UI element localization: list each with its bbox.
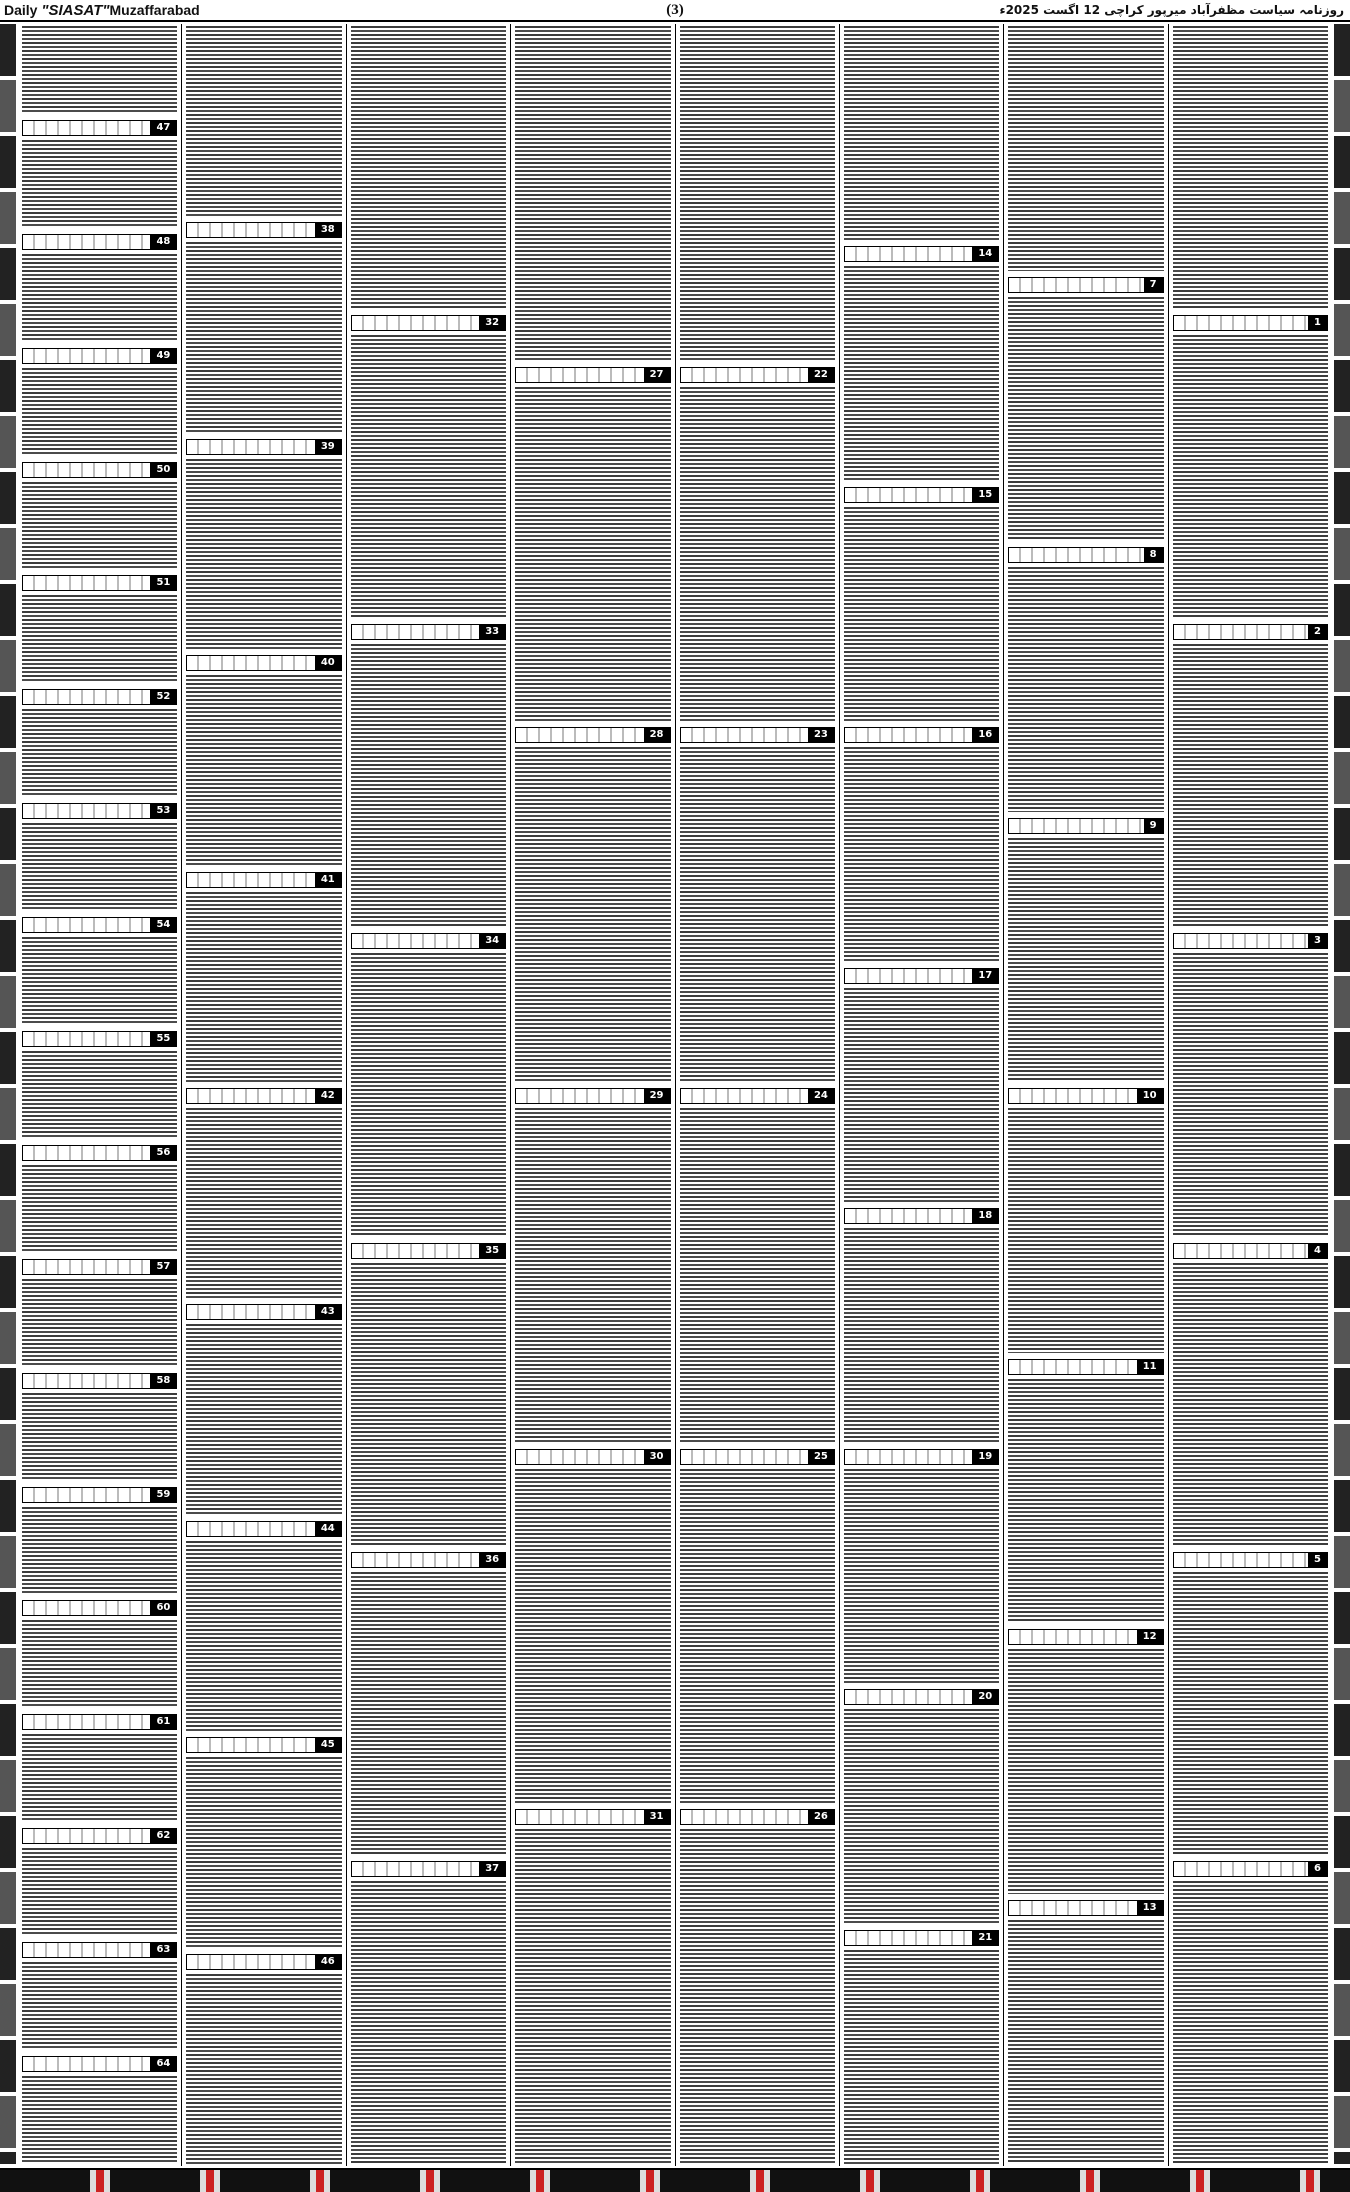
- article-text: [1008, 1920, 1163, 2165]
- article-text: [22, 1620, 177, 1708]
- article-text: [22, 482, 177, 570]
- bulletin-bar: [23, 1146, 150, 1160]
- bulletin-bar: [516, 1810, 643, 1824]
- city-label: Muzaffarabad: [109, 2, 200, 18]
- bulletin-bar: [352, 1553, 479, 1567]
- bulletin-number: 50: [150, 463, 176, 477]
- bulletin-number: 28: [644, 728, 670, 742]
- bulletin-header: [1008, 1629, 1163, 1645]
- bulletin-header: [22, 1828, 177, 1844]
- article-text: [186, 26, 341, 216]
- bulletin-number: 24: [808, 1089, 834, 1103]
- bulletin-number: 10: [1137, 1089, 1163, 1103]
- bulletin-header: [22, 462, 177, 478]
- article-text: [680, 26, 835, 361]
- bulletin-number: 4: [1308, 1244, 1327, 1258]
- bulletin-bar: [23, 1715, 150, 1729]
- article-text: [186, 242, 341, 432]
- article-text: [1173, 1572, 1328, 1855]
- bulletin-bar: [23, 235, 150, 249]
- bulletin-number: 39: [315, 440, 341, 454]
- bulletin-number: 33: [479, 625, 505, 639]
- bulletin-header: [22, 1942, 177, 1958]
- bulletin-header: [844, 1449, 999, 1465]
- page-number: (3): [666, 2, 684, 18]
- bulletin-number: 49: [150, 349, 176, 363]
- bulletin-header: [22, 1714, 177, 1730]
- article-text: [186, 1757, 341, 1947]
- article-text: [1173, 26, 1328, 309]
- bulletin-number: 32: [479, 316, 505, 330]
- bulletin-number: 41: [315, 873, 341, 887]
- bulletin-header: [186, 1737, 341, 1753]
- bulletin-bar: [516, 1450, 643, 1464]
- bulletin-number: 52: [150, 690, 176, 704]
- bulletin-bar: [1174, 625, 1308, 639]
- article-text: [22, 254, 177, 342]
- bulletin-bar: [1009, 1360, 1136, 1374]
- bulletin-bar: [1009, 1630, 1136, 1644]
- bulletin-number: 47: [150, 121, 176, 135]
- bulletin-number: 21: [972, 1931, 998, 1945]
- bulletin-number: 16: [972, 728, 998, 742]
- bulletin-number: 57: [150, 1260, 176, 1274]
- bulletin-header: [1008, 547, 1163, 563]
- bulletin-number: 44: [315, 1522, 341, 1536]
- article-text: [22, 140, 177, 228]
- article-text: [186, 1324, 341, 1514]
- article-text: [22, 1051, 177, 1139]
- bulletin-header: [515, 1088, 670, 1104]
- article-text: [1173, 1881, 1328, 2164]
- bulletin-bar: [845, 488, 972, 502]
- bulletin-bar: [1174, 934, 1308, 948]
- bulletin-bar: [187, 1522, 314, 1536]
- news-column: [1003, 24, 1167, 2166]
- news-column: [1168, 24, 1332, 2166]
- bulletin-bar: [187, 1955, 314, 1969]
- article-text: [1008, 1108, 1163, 1353]
- bulletin-header: [351, 1552, 506, 1568]
- bulletin-header: [515, 727, 670, 743]
- bulletin-number: 27: [644, 368, 670, 382]
- article-text: [1173, 1263, 1328, 1546]
- article-text: [22, 1279, 177, 1367]
- bulletin-header: [186, 1304, 341, 1320]
- article-text: [22, 1962, 177, 2050]
- paper-name: "SIASAT": [41, 2, 110, 19]
- bulletin-bar: [23, 1032, 150, 1046]
- bulletin-header: [1173, 624, 1328, 640]
- bulletin-header: [186, 872, 341, 888]
- bulletin-bar: [352, 1244, 479, 1258]
- article-text: [351, 1881, 506, 2164]
- bulletin-header: [1008, 818, 1163, 834]
- bulletin-number: 23: [808, 728, 834, 742]
- bulletin-bar: [845, 728, 972, 742]
- article-text: [351, 26, 506, 309]
- article-text: [186, 1974, 341, 2164]
- bulletin-number: 37: [479, 1862, 505, 1876]
- bulletin-number: 8: [1144, 548, 1163, 562]
- article-text: [844, 1709, 999, 1923]
- bulletin-number: 2: [1308, 625, 1327, 639]
- bulletin-bar: [187, 223, 314, 237]
- article-text: [515, 26, 670, 361]
- bulletin-bar: [352, 1862, 479, 1876]
- article-text: [351, 1263, 506, 1546]
- article-text: [844, 1228, 999, 1442]
- bulletin-number: 13: [1137, 1901, 1163, 1915]
- bulletin-header: [680, 367, 835, 383]
- article-text: [844, 1469, 999, 1683]
- bulletin-bar: [23, 1601, 150, 1615]
- bulletin-header: [1008, 1900, 1163, 1916]
- bulletin-bar: [352, 316, 479, 330]
- news-column: [181, 24, 345, 2166]
- bulletin-number: 30: [644, 1450, 670, 1464]
- bulletin-number: 31: [644, 1810, 670, 1824]
- article-text: [844, 266, 999, 480]
- bulletin-bar: [352, 625, 479, 639]
- bulletin-header: [22, 1145, 177, 1161]
- bulletin-bar: [1174, 1244, 1308, 1258]
- left-decorative-strip: [0, 24, 16, 2164]
- bulletin-bar: [23, 804, 150, 818]
- bulletin-header: [22, 234, 177, 250]
- bulletin-number: 11: [1137, 1360, 1163, 1374]
- article-text: [515, 387, 670, 722]
- bulletin-bar: [681, 728, 808, 742]
- bulletin-header: [1173, 1552, 1328, 1568]
- bulletin-number: 29: [644, 1089, 670, 1103]
- article-text: [844, 1950, 999, 2164]
- article-text: [22, 368, 177, 456]
- bulletin-bar: [23, 1374, 150, 1388]
- article-text: [22, 937, 177, 1025]
- article-text: [515, 1469, 670, 1804]
- bulletin-number: 48: [150, 235, 176, 249]
- bulletin-number: 12: [1137, 1630, 1163, 1644]
- article-text: [22, 1165, 177, 1253]
- article-text: [22, 26, 177, 114]
- bulletin-number: 22: [808, 368, 834, 382]
- bulletin-header: [680, 727, 835, 743]
- article-text: [1173, 644, 1328, 927]
- bulletin-header: [844, 487, 999, 503]
- article-text: [186, 459, 341, 649]
- bulletin-number: 5: [1308, 1553, 1327, 1567]
- news-column: [18, 24, 181, 2166]
- bulletin-header: [1173, 315, 1328, 331]
- article-text: [1008, 567, 1163, 812]
- article-text: [186, 892, 341, 1082]
- paper-title: [4, 2, 200, 19]
- bulletin-header: [22, 348, 177, 364]
- bulletin-number: 25: [808, 1450, 834, 1464]
- article-text: [22, 709, 177, 797]
- bulletin-header: [22, 1487, 177, 1503]
- bulletin-number: 60: [150, 1601, 176, 1615]
- article-text: [22, 1507, 177, 1595]
- bulletin-bar: [516, 368, 643, 382]
- bulletin-bar: [845, 1209, 972, 1223]
- bulletin-number: 42: [315, 1089, 341, 1103]
- article-text: [515, 747, 670, 1082]
- masthead: [0, 0, 1350, 22]
- urdu-dateline: روزنامہ سیاست مظفرآباد میرپور کراچی 12 اگست 2025ء: [999, 3, 1344, 17]
- bulletin-header: [1008, 1359, 1163, 1375]
- article-text: [1008, 26, 1163, 271]
- right-decorative-strip: [1334, 24, 1350, 2164]
- daily-label: Daily: [4, 2, 38, 18]
- bulletin-bar: [23, 1260, 150, 1274]
- bulletin-bar: [187, 656, 314, 670]
- bulletin-header: [680, 1449, 835, 1465]
- bulletin-header: [1173, 1243, 1328, 1259]
- bulletin-bar: [845, 1690, 972, 1704]
- bulletin-number: 35: [479, 1244, 505, 1258]
- bulletin-header: [351, 933, 506, 949]
- bulletin-bar: [23, 463, 150, 477]
- bulletin-bar: [845, 969, 972, 983]
- bulletin-header: [515, 367, 670, 383]
- news-column: [675, 24, 839, 2166]
- bulletin-header: [1008, 1088, 1163, 1104]
- bulletin-bar: [23, 2057, 150, 2071]
- article-text: [22, 1848, 177, 1936]
- bulletin-header: [186, 1088, 341, 1104]
- bulletin-bar: [1009, 1901, 1136, 1915]
- article-text: [844, 747, 999, 961]
- bulletin-bar: [516, 1089, 643, 1103]
- bulletin-bar: [681, 1089, 808, 1103]
- article-text: [22, 2076, 177, 2164]
- bulletin-header: [515, 1449, 670, 1465]
- article-text: [186, 1541, 341, 1731]
- bulletin-header: [22, 1259, 177, 1275]
- bulletin-header: [186, 1521, 341, 1537]
- article-text: [680, 1829, 835, 2164]
- bulletin-number: 40: [315, 656, 341, 670]
- bulletin-header: [844, 246, 999, 262]
- bulletin-number: 51: [150, 576, 176, 590]
- bulletin-number: 36: [479, 1553, 505, 1567]
- bulletin-bar: [23, 1829, 150, 1843]
- article-text: [680, 387, 835, 722]
- bulletin-header: [22, 1373, 177, 1389]
- article-text: [680, 1469, 835, 1804]
- article-text: [844, 507, 999, 721]
- bulletin-bar: [681, 1810, 808, 1824]
- bulletin-bar: [23, 121, 150, 135]
- bulletin-bar: [352, 934, 479, 948]
- bulletin-number: 7: [1144, 278, 1163, 292]
- bulletin-number: 58: [150, 1374, 176, 1388]
- bulletin-header: [680, 1088, 835, 1104]
- bulletin-header: [22, 917, 177, 933]
- article-text: [1173, 953, 1328, 1236]
- article-text: [844, 988, 999, 1202]
- bulletin-bar: [681, 1450, 808, 1464]
- bulletin-header: [186, 439, 341, 455]
- bulletin-number: 18: [972, 1209, 998, 1223]
- bulletin-bar: [1009, 1089, 1136, 1103]
- article-text: [680, 1108, 835, 1443]
- bulletin-bar: [1174, 1862, 1308, 1876]
- article-text: [22, 1734, 177, 1822]
- bulletin-bar: [187, 873, 314, 887]
- bulletin-header: [844, 727, 999, 743]
- bulletin-header: [351, 1861, 506, 1877]
- bulletin-header: [186, 1954, 341, 1970]
- bulletin-bar: [845, 247, 972, 261]
- bulletin-bar: [23, 1488, 150, 1502]
- bulletin-number: 62: [150, 1829, 176, 1843]
- bulletin-header: [22, 689, 177, 705]
- bulletin-number: 43: [315, 1305, 341, 1319]
- bulletin-bar: [23, 349, 150, 363]
- news-column: [346, 24, 510, 2166]
- bulletin-header: [680, 1809, 835, 1825]
- bulletin-header: [22, 575, 177, 591]
- bulletin-bar: [845, 1450, 972, 1464]
- bulletin-bar: [187, 1089, 314, 1103]
- bulletin-bar: [23, 576, 150, 590]
- bulletin-bar: [516, 728, 643, 742]
- article-text: [1173, 335, 1328, 618]
- bulletin-header: [351, 1243, 506, 1259]
- bulletin-header: [22, 1600, 177, 1616]
- bulletin-header: [186, 655, 341, 671]
- bulletin-number: 61: [150, 1715, 176, 1729]
- bulletin-number: 19: [972, 1450, 998, 1464]
- bulletin-bar: [23, 918, 150, 932]
- article-text: [1008, 838, 1163, 1083]
- article-text: [1008, 1649, 1163, 1894]
- article-text: [515, 1829, 670, 2164]
- bulletin-header: [351, 624, 506, 640]
- article-text: [351, 644, 506, 927]
- bulletin-number: 38: [315, 223, 341, 237]
- bulletin-header: [844, 1930, 999, 1946]
- bulletin-number: 1: [1308, 316, 1327, 330]
- bulletin-header: [22, 2056, 177, 2072]
- bulletin-header: [1008, 277, 1163, 293]
- article-text: [22, 595, 177, 683]
- article-text: [186, 1108, 341, 1298]
- article-text: [1008, 297, 1163, 542]
- bulletin-bar: [187, 440, 314, 454]
- bulletin-number: 17: [972, 969, 998, 983]
- bulletin-header: [1173, 1861, 1328, 1877]
- bulletin-bar: [23, 1943, 150, 1957]
- bulletin-header: [844, 1689, 999, 1705]
- article-text: [680, 747, 835, 1082]
- bulletin-header: [186, 222, 341, 238]
- news-column: [839, 24, 1003, 2166]
- bulletin-bar: [23, 690, 150, 704]
- bulletin-number: 63: [150, 1943, 176, 1957]
- bulletin-bar: [1174, 316, 1308, 330]
- bulletin-header: [351, 315, 506, 331]
- bulletin-bar: [681, 368, 808, 382]
- news-columns: [18, 24, 1332, 2166]
- bulletin-number: 9: [1144, 819, 1163, 833]
- bulletin-bar: [187, 1738, 314, 1752]
- bulletin-number: 3: [1308, 934, 1327, 948]
- bulletin-number: 34: [479, 934, 505, 948]
- article-text: [351, 1572, 506, 1855]
- bulletin-header: [1173, 933, 1328, 949]
- bulletin-number: 56: [150, 1146, 176, 1160]
- bulletin-bar: [187, 1305, 314, 1319]
- bulletin-number: 15: [972, 488, 998, 502]
- bulletin-number: 14: [972, 247, 998, 261]
- bulletin-header: [844, 1208, 999, 1224]
- bulletin-bar: [1009, 278, 1143, 292]
- bulletin-header: [22, 1031, 177, 1047]
- bulletin-header: [22, 803, 177, 819]
- article-text: [22, 1393, 177, 1481]
- bulletin-number: 6: [1308, 1862, 1327, 1876]
- bulletin-header: [844, 968, 999, 984]
- article-text: [515, 1108, 670, 1443]
- bulletin-bar: [845, 1931, 972, 1945]
- bulletin-number: 46: [315, 1955, 341, 1969]
- article-text: [22, 823, 177, 911]
- article-text: [1008, 1379, 1163, 1624]
- article-text: [844, 26, 999, 240]
- article-text: [351, 335, 506, 618]
- bulletin-number: 59: [150, 1488, 176, 1502]
- bulletin-header: [22, 120, 177, 136]
- bulletin-number: 45: [315, 1738, 341, 1752]
- bulletin-bar: [1009, 548, 1143, 562]
- bulletin-number: 20: [972, 1690, 998, 1704]
- article-text: [186, 675, 341, 865]
- news-column: [510, 24, 674, 2166]
- bulletin-bar: [1174, 1553, 1308, 1567]
- bulletin-number: 53: [150, 804, 176, 818]
- bottom-decorative-band: [0, 2168, 1350, 2192]
- bulletin-number: 54: [150, 918, 176, 932]
- bulletin-number: 64: [150, 2057, 176, 2071]
- bulletin-bar: [1009, 819, 1143, 833]
- article-text: [351, 953, 506, 1236]
- bulletin-header: [515, 1809, 670, 1825]
- bulletin-number: 55: [150, 1032, 176, 1046]
- bulletin-number: 26: [808, 1810, 834, 1824]
